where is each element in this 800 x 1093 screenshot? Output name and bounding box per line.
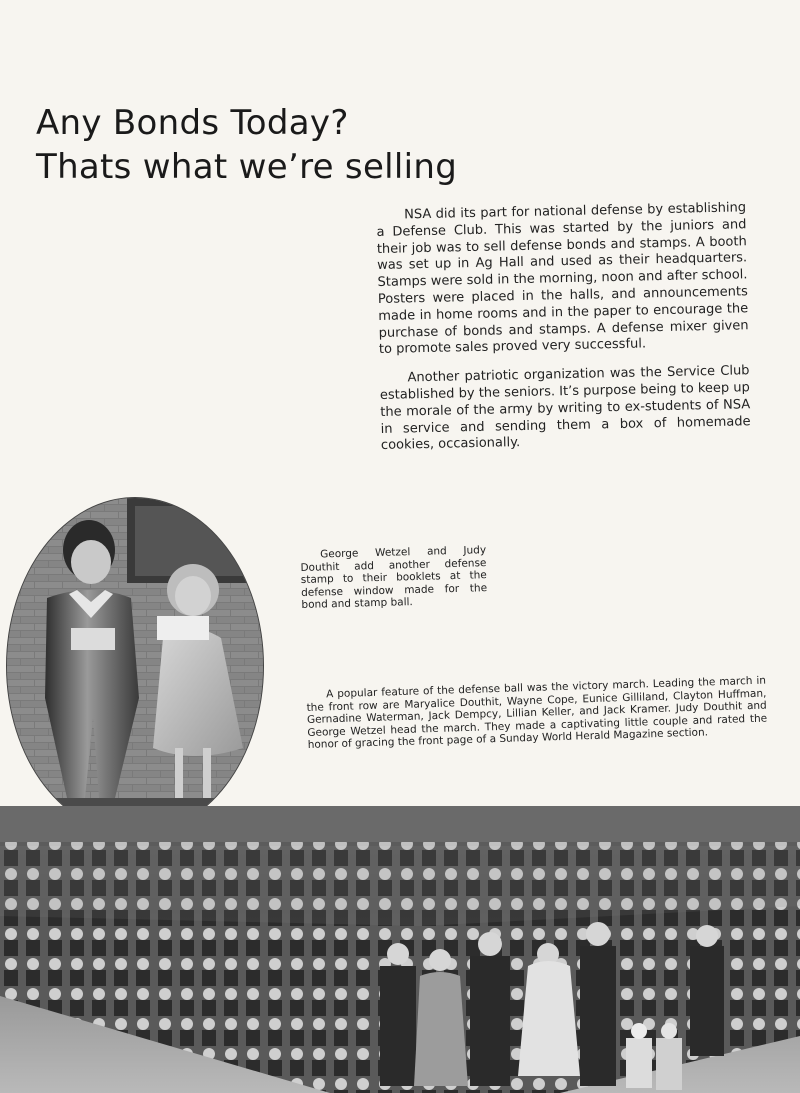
article-body — [376, 200, 751, 467]
children-photo-caption — [300, 544, 488, 611]
title-line-1: Any Bonds Today? — [36, 102, 349, 143]
victory-march-photo — [0, 806, 800, 1093]
march-photo-caption-text: A popular feature of the defense ball was the victory march. Leading the march in the front row are Maryalice Douthit, Wayne Cope, Eunice Gilliland, Clayton Huffman, Gernadine Waterman, Jack Dempcy, Lillian Keller, and Jack Kramer. Judy Douthit and George Wetzel head the march. They made a captivating little couple and rated the honor of gracing the front page of a Sunday World Herald Magazine section. — [306, 674, 768, 751]
march-photo-caption — [306, 675, 768, 752]
victory-march-photo-illustration — [0, 806, 800, 1093]
article-paragraph-1: NSA did its part for national defense by establishing a Defense Club. This was started by the juniors and their job was to sell defense bonds and stamps. A booth was set up in Ag Hall and used as their headquarters. Stamps were sold in the morning, noon and after school. Posters were placed in the halls, and announcements made in home rooms and in the paper to encourage the purchase of bonds and stamps. A defense mixer given to promote sales proved very successful. — [376, 200, 749, 358]
children-photo-caption-text: George Wetzel and Judy Douthit add another defense stamp to their booklets at the defense window made for the bond and stamp ball. — [300, 544, 488, 611]
title-line-2: Thats what we’re selling — [36, 146, 458, 187]
article-paragraph-2: Another patriotic organization was the Service Club established by the seniors. It’s purpose being to keep up the morale of the army by writing to ex-students of NSA in service and sending them a box of homemade cookies, occasionally. — [379, 363, 751, 454]
children-photo — [6, 497, 264, 835]
children-photo-illustration — [7, 498, 263, 834]
page-title — [36, 101, 457, 189]
